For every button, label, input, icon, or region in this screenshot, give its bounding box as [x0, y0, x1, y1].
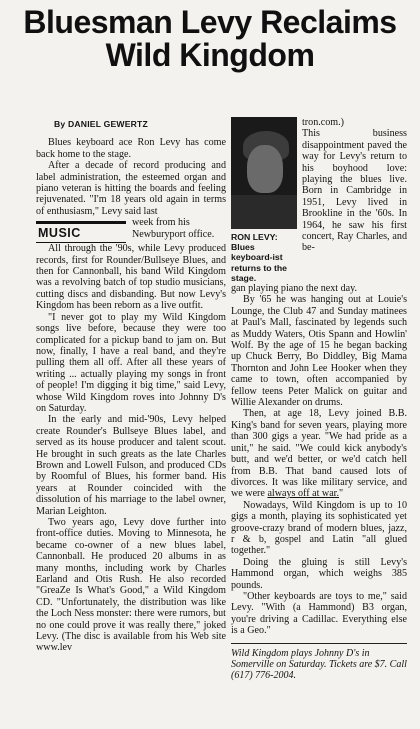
left-column: [36, 117, 226, 654]
paragraph: "Other keyboards are toys to me," said Levy. "With (a Hammond) B3 organ, you're driving a Cadillac. Everything else is a Geo.": [231, 590, 407, 637]
byline: By DANIEL GEWERTZ: [54, 119, 148, 129]
underlined-quote: always off at war.: [267, 488, 340, 500]
url-tail: tron.com.): [302, 117, 345, 128]
headline-line-1: Bluesman Levy Reclaims: [23, 4, 397, 40]
paragraph: Doing the gluing is still Levy's Hammond organ, which weighs 385 pounds.: [231, 556, 407, 591]
music-row: [36, 217, 226, 243]
photo-wrap: [231, 117, 297, 283]
headline-line-2: Wild Kingdom: [105, 37, 315, 73]
right-column: [231, 117, 407, 682]
paragraph: Two years ago, Levy dove further into front-office duties. Moving to Minnesota, he became co-owner of a new blues label, Cannonball. He produced 20 albums in as many months, including work by Charles Earland and Otis Rush. He also recorded "GreaZe Is What's Good," a Wild Kingdom CD. "Unfortunately, the distribution was like the Loch Ness monster: there were rumors, but no one could prove it was really there," joked Levy. (The disc is available from his Web site www.lev: [36, 517, 226, 654]
quote-end: ": [339, 488, 344, 500]
photo-block: [231, 117, 407, 283]
music-section-tag: MUSIC: [36, 221, 126, 243]
paragraph: By '65 he was hanging out at Louie's Lounge, the Club 47 and Sunday matinees at Paul's Mall, fascinated by legends such as Muddy Waters, Otis Spann and Howlin' Wolf. By the age of 15 he began backing up Chuck Berry, Bo Diddley, Big Mama Thornton and John Lee Hooker when they came to town, often accompanied by fellow teens Peter Malick on guitar and Willie Alexander on drums.: [231, 294, 407, 409]
paragraph: [231, 408, 407, 499]
paragraph-text: Then, at age 18, Levy joined B.B. King's band for seven years, playing more than 300 gigs a year. "We had pride as a unit," he said. "We could kick anybody's butt, and we'd better, or we'd catch hell from B.B. That band caused lots of divorces. It was like military service, and we were: [231, 408, 407, 500]
divider: [231, 643, 407, 644]
photo-caption: RON LEVY: Blues keyboard-ist returns to the stage.: [231, 232, 287, 283]
paragraph: All through the '90s, while Levy produced records, first for Rounder/Bullseye Blues, and then for Cannonball, his band Wild Kingdom was a revolving batch of top studio musicians, cutting discs and disbanding. But now Levy's Kingdom has been reborn as a live outfit.: [36, 243, 226, 312]
paragraph: "I never got to play my Wild Kingdom songs live before, because they were too complicated for a pickup band to jam on. But now, finally, I have a real band, and they're pulling them all off. After all these years of writing ... actually playing my songs in front of people! I'm digging it big time," said Levy, whose Wild Kingdom roves into Johnny D's on Saturday.: [36, 311, 226, 414]
paragraph: Blues keyboard ace Ron Levy has come back home to the stage.: [36, 137, 226, 160]
side-text: [302, 117, 407, 254]
paragraph: Nowadays, Wild Kingdom is up to 10 gigs a month, playing its sophisticated yet groove-crazy brand of modern blues, jazz, r & b, gospel and Latin "all glued together.": [231, 499, 407, 557]
ron-levy-photo: [231, 117, 297, 229]
paragraph-continuation: week from his Newburyport office.: [132, 217, 215, 240]
paragraph-continuation: gan playing piano the next day.: [231, 283, 358, 295]
paragraph: This business disappointment paved the way for Levy's return to his boyhood love: playing the blues live. Born in Cambridge in 1951, Levy lived in Brookline in the '60s. In 1964, he saw his first concert, Ray Charles, and be-: [302, 128, 407, 254]
paragraph: In the early and mid-'90s, Levy helped create Rounder's Bullseye Blues label, and served as its house producer and talent scout. He brought in such greats as the late Charles Brown and Lowell Fulson, and produced CDs by Roomful of Blues, his former band. His years at Rounder coincided with the dissolution of his marriage to the label owner, Marian Leighton.: [36, 414, 226, 517]
event-listing: Wild Kingdom plays Johnny D's in Somerville on Saturday. Tickets are $7. Call (617) 776-2004.: [231, 647, 407, 682]
headline: [0, 6, 420, 72]
paragraph: After a decade of record producing and label administration, the esteemed organ and piano veteran is hitting the boards and feeling rejuvenated. "I'm 18 years old again in terms of enthusiasm," Levy said last: [36, 160, 226, 217]
